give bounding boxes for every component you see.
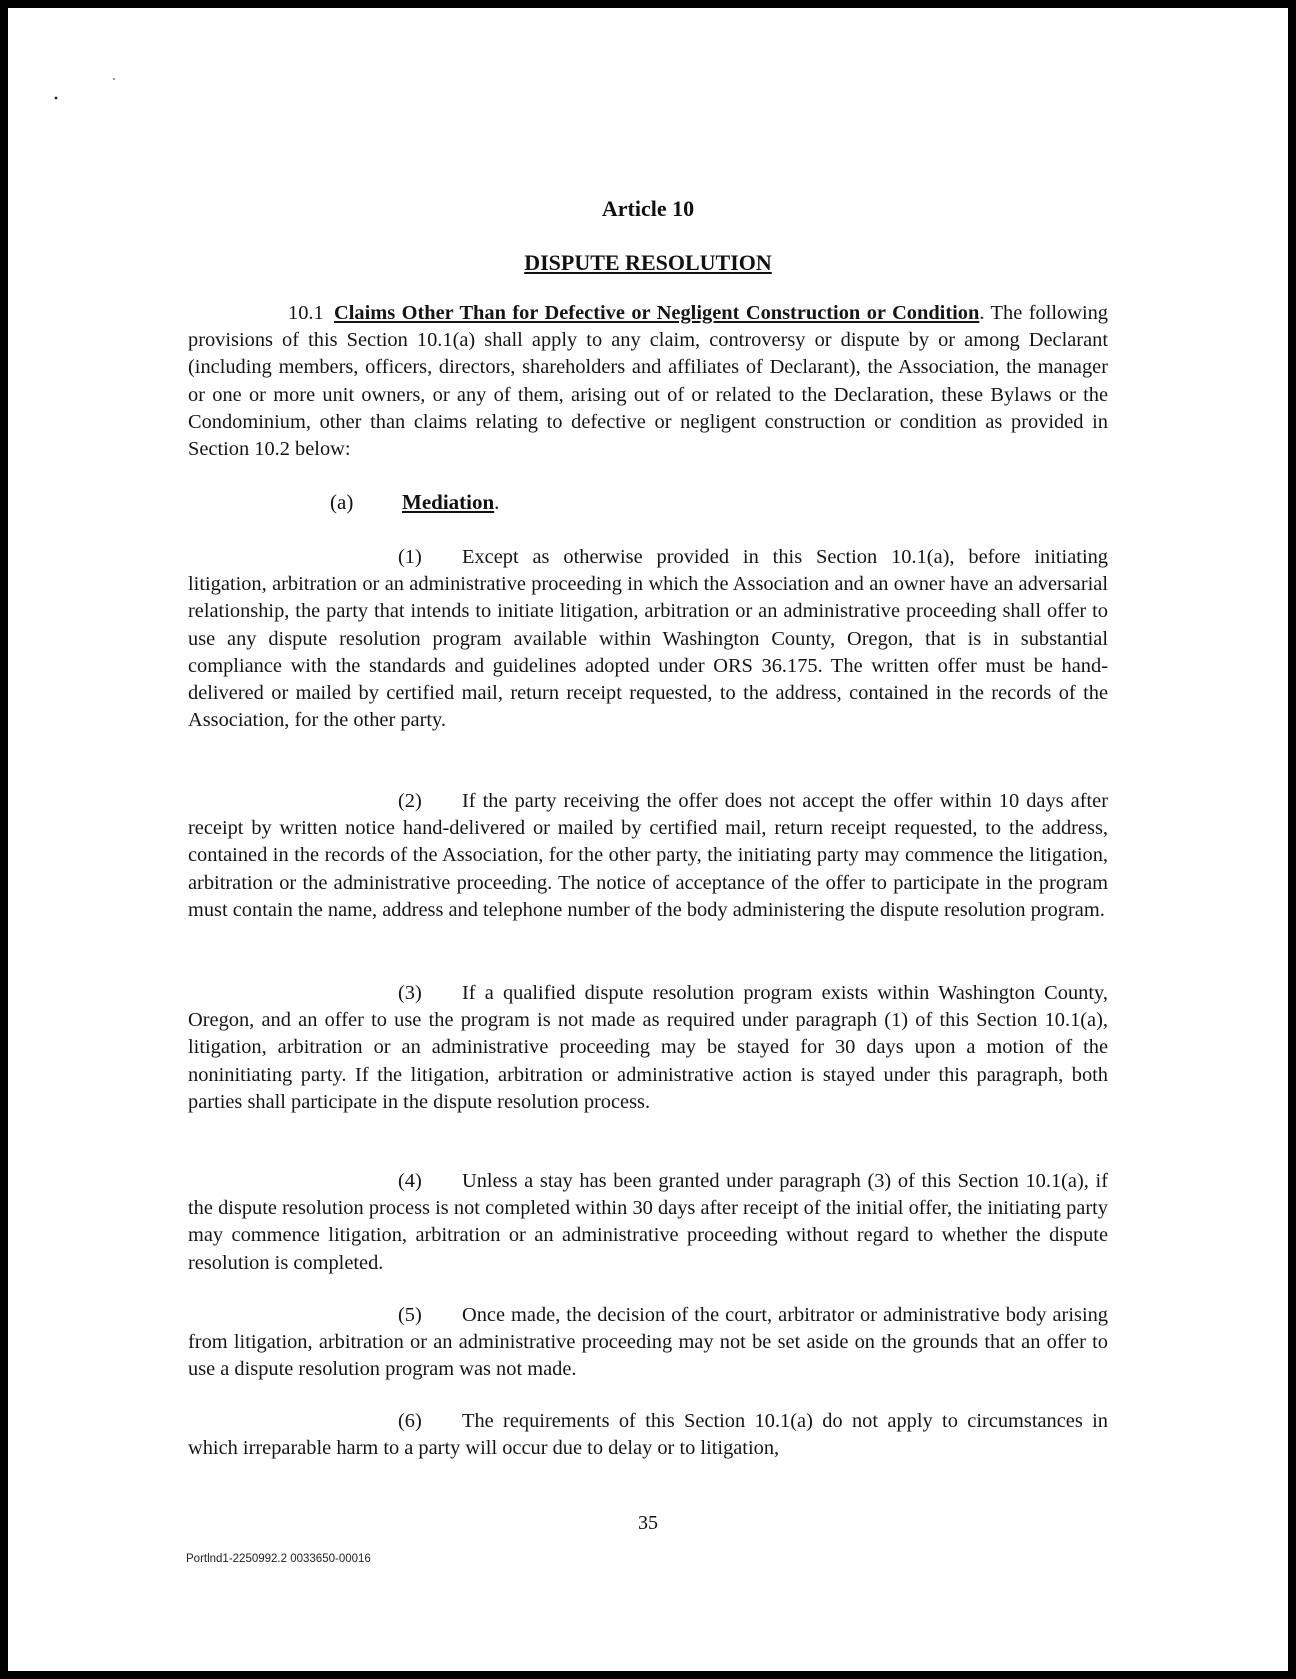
paragraph-text: Unless a stay has been granted under paragraph (3) of this Section 10.1(a), if the dispute resolution process is not completed within 30 days after receipt of the initial offer, the initiating party may commence litigation, arbitration or an administrative proceeding without regard to whether the dispute resolution is completed. <box>188 1170 1108 1274</box>
clause-title: Claims Other Than for Defective or Negligent Construction or Condition <box>334 302 980 324</box>
page-number: 35 <box>638 1512 658 1534</box>
paragraph-text: Except as otherwise provided in this Section 10.1(a), before initiating litigation, arbitration or an administrative proceeding in which the Association and an owner have an adversarial relationship, the party that intends to initiate litigation, arbitration or an administrative proceeding shall offer to use any dispute resolution program available within Washington County, Oregon, that is in substantial compliance with the standards and guidelines adopted under ORS 36.175. The written offer must be hand-delivered or mailed by certified mail, return receipt requested, to the address, contained in the records of the Association, for the other party. <box>188 546 1108 732</box>
paragraph-number: (5) <box>398 1304 422 1326</box>
paragraph-number: (6) <box>398 1410 422 1432</box>
subsection-label: (a) <box>330 490 354 514</box>
paragraph-number: (1) <box>398 546 422 568</box>
paragraph-4 <box>188 1168 1108 1277</box>
paragraph-text: Once made, the decision of the court, arbitrator or administrative body arising from litigation, arbitration or an administrative proceeding may not be set aside on the grounds that an offer to use a dispute resolution program was not made. <box>188 1304 1108 1381</box>
paragraph-text: If the party receiving the offer does not accept the offer within 10 days after receipt by written notice hand-delivered or mailed by certified mail, return receipt requested, to the address, contained in the records of the Association, for the other party, the initiating party may commence the litigation, arbitration or the administrative proceeding. The notice of acceptance of the offer to participate in the program must contain the name, address and telephone number of the body administering the dispute resolution program. <box>188 790 1108 921</box>
document-id: Portlnd1-2250992.2 0033650-00016 <box>186 1553 371 1565</box>
paragraph-number: (3) <box>398 982 422 1004</box>
paragraph-5 <box>188 1302 1108 1384</box>
scan-specks <box>48 76 128 106</box>
subsection-a-heading <box>330 490 499 515</box>
paragraph-6 <box>188 1408 1108 1462</box>
paragraph-text: If a qualified dispute resolution program exists within Washington County, Oregon, and an offer to use the program is not made as required under paragraph (1) of this Section 10.1(a), litigation, arbitration or an administrative proceeding may be stayed for 30 days upon a motion of the noninitiating party. If the litigation, arbitration or administrative action is stayed under this paragraph, both parties shall participate in the dispute resolution process. <box>188 982 1108 1113</box>
clause-body: The following provisions of this Section 10.1(a) shall apply to any claim, controversy or dispute by or among Declarant (including members, officers, directors, shareholders and affiliates of Declarant), the Association, the manager or one or more unit owners, or any of them, arising out of or related to the Declaration, these Bylaws or the Condominium, other than claims relating to defective or negligent construction or condition as provided in Section 10.2 below: <box>188 302 1109 461</box>
paragraph-2 <box>188 788 1108 924</box>
subsection-title: Mediation <box>402 490 495 514</box>
clause-10-1 <box>188 300 1108 463</box>
paragraph-1 <box>188 544 1108 734</box>
clause-title-punct: . <box>979 302 985 324</box>
paragraph-number: (2) <box>398 790 422 812</box>
paragraph-3 <box>188 980 1108 1116</box>
subsection-title-punct: . <box>494 490 500 514</box>
article-heading: Article 10 <box>601 196 695 221</box>
paragraph-number: (4) <box>398 1170 422 1192</box>
clause-number: 10.1 <box>288 302 324 324</box>
paragraph-text: The requirements of this Section 10.1(a) do not apply to circumstances in which irreparable harm to a party will occur due to delay or to litigation, <box>188 1410 1108 1460</box>
section-heading: DISPUTE RESOLUTION <box>524 250 772 275</box>
